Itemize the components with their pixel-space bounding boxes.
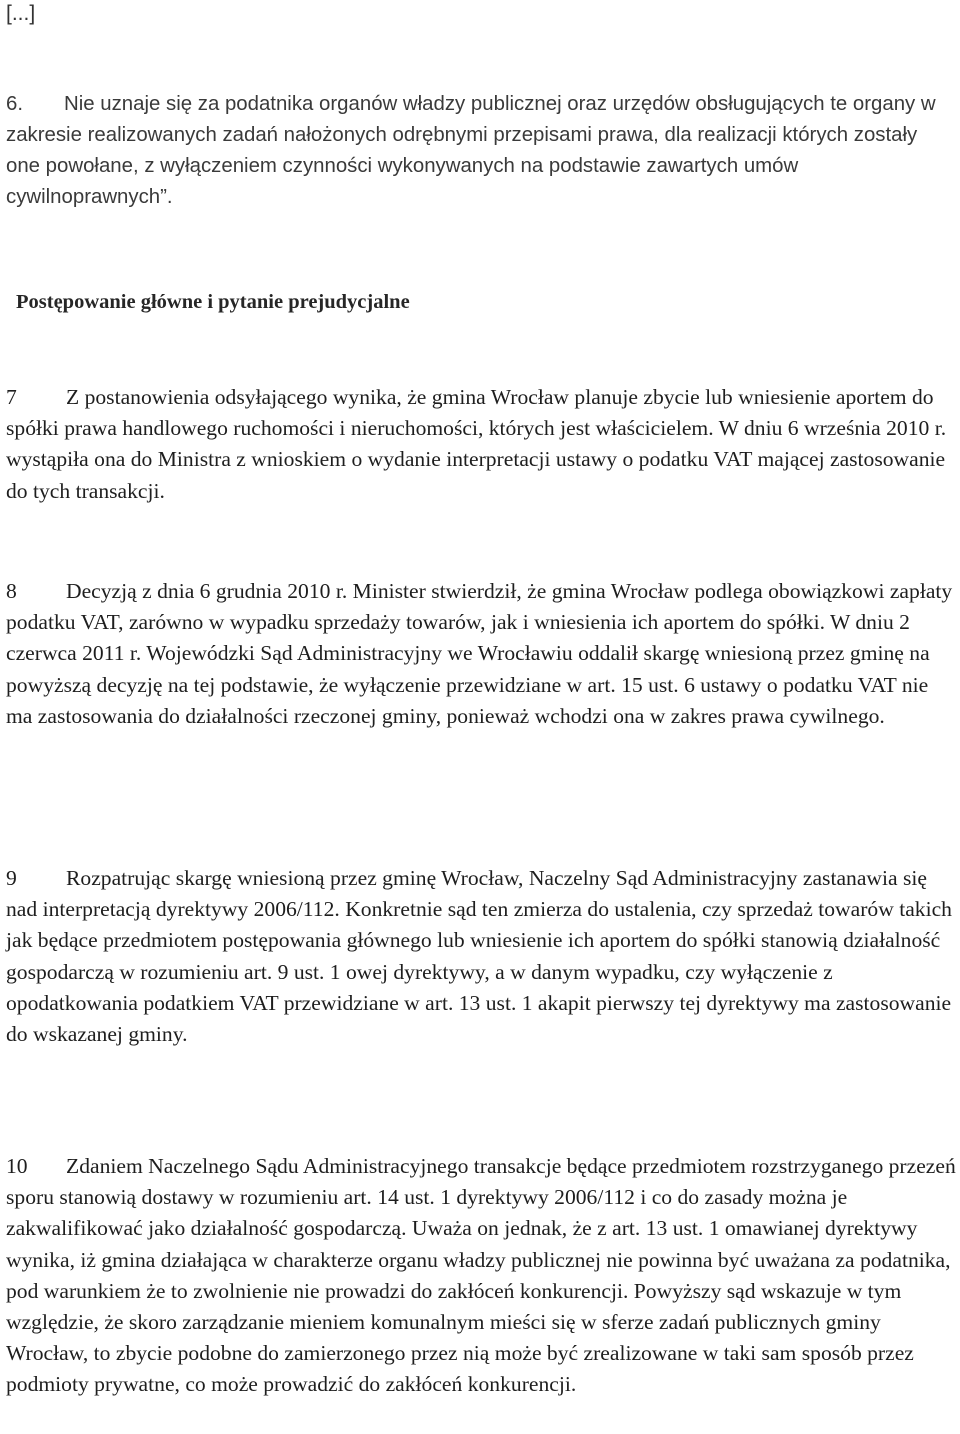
paragraph-number: 8 [6,579,17,603]
paragraph-10 [6,1151,956,1401]
omission-marker: [...] [6,2,36,25]
paragraph-6 [6,89,956,213]
paragraph-number: 7 [6,385,17,409]
paragraph-text: Z postanowienia odsyłającego wynika, że gmina Wrocław planuje zbycie lub wniesienie aportem do spółki prawa handlowego ruchomości i nieruchomości, których jest właścicielem. W dniu 6 września 2010 r. wystąpiła ona do Ministra z wnioskiem o wydanie interpretacji ustawy o podatku VAT mającej zastosowanie do tych transakcji. [6,385,947,503]
paragraph-9 [6,863,956,1050]
paragraph-number: 9 [6,866,17,890]
section-heading: Postępowanie główne i pytanie prejudycjalne [16,291,410,313]
paragraph-8 [6,576,956,732]
paragraph-text: Decyzją z dnia 6 grudnia 2010 r. Minister stwierdził, że gmina Wrocław podlega obowiązkowi zapłaty podatku VAT, zarówno w wypadku sprzedaży towarów, jak i wniesienia ich aportem do spółki. W dniu 2 czerwca 2011 r. Wojewódzki Sąd Administracyjny we Wrocławiu oddalił skargę wniesioną przez gminę na powyższą decyzję na tej podstawie, że wyłączenie przewidziane w art. 15 ust. 6 ustawy o podatku VAT nie ma zastosowania do działalności rzeczonej gminy, ponieważ wchodzi ona w zakres prawa cywilnego. [6,579,953,728]
paragraph-number: 10 [6,1154,28,1178]
paragraph-7 [6,382,956,507]
paragraph-text: Zdaniem Naczelnego Sądu Administracyjnego transakcje będące przedmiotem rozstrzyganego przezeń sporu stanowią dostawy w rozumieniu art. 14 ust. 1 dyrektywy 2006/112 i co do zasady można je zakwalifikować jako działalność gospodarczą. Uważa on jednak, że z art. 13 ust. 1 omawianej dyrektywy wynika, iż gmina działająca w charakterze organu władzy publicznej nie powinna być uważana za podatnika, pod warunkiem że to zwolnienie nie prowadzi do zakłóceń konkurencji. Powyższy sąd wskazuje w tym względzie, że skoro zarządzanie mieniem komunalnym mieści się w sferze zadań publicznych gminy Wrocław, to zbycie podobne do zamierzonego przez nią może być zrealizowane w taki sam sposób przez podmioty prywatne, co może prowadzić do zakłóceń konkurencji. [6,1154,956,1397]
paragraph-number: 6. [6,93,24,115]
paragraph-text: Rozpatrując skargę wniesioną przez gminę Wrocław, Naczelny Sąd Administracyjny zastanawia się nad interpretacją dyrektywy 2006/112. Konkretnie sąd ten zmierza do ustalenia, czy sprzedaż towarów takich jak będące przedmiotem postępowania głównego lub wniesienie ich aportem do spółki stanowią działalność gospodarczą w rozumieniu art. 9 ust. 1 owej dyrektywy, a w danym wypadku, czy wyłączenie z opodatkowania podatkiem VAT przewidziane w art. 13 ust. 1 akapit pierwszy tej dyrektywy ma zastosowanie do wskazanej gminy. [6,866,952,1047]
paragraph-text: Nie uznaje się za podatnika organów władzy publicznej oraz urzędów obsługujących te organy w zakresie realizowanych zadań nałożonych odrębnymi przepisami prawa, dla realizacji których zostały one powołane, z wyłączeniem czynności wykonywanych na podstawie zawartych umów cywilnoprawnych”. [6,93,936,208]
